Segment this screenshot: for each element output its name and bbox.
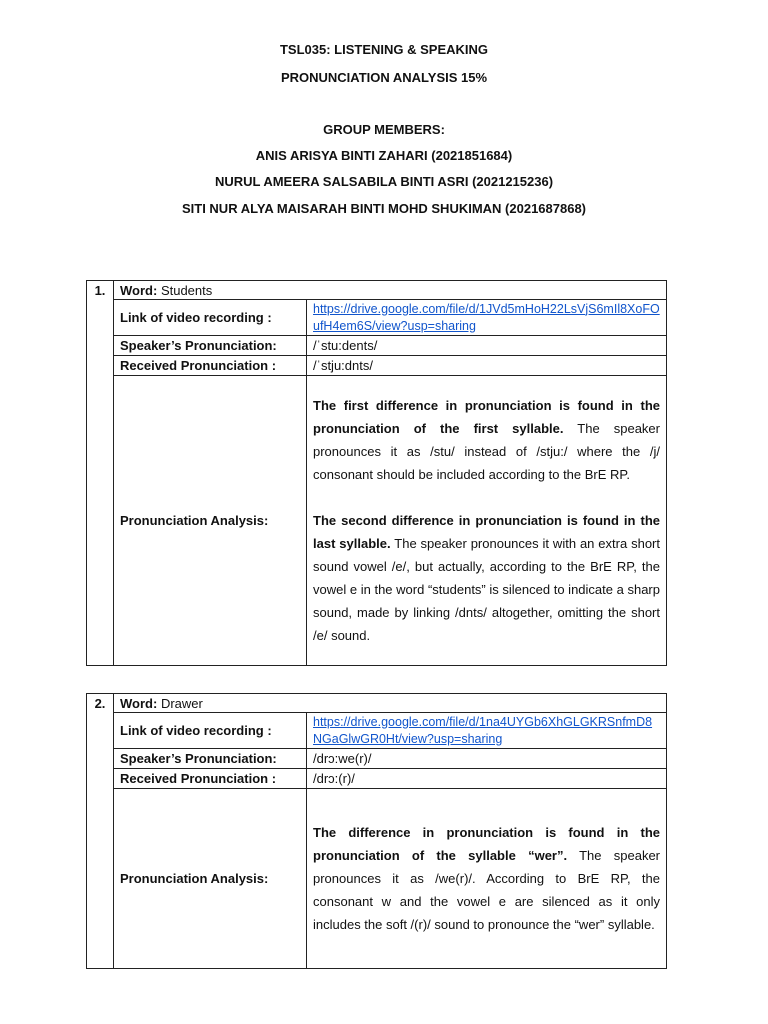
pronunciation-table-1	[86, 280, 667, 666]
analysis-paragraph	[313, 509, 660, 647]
group-members-heading: GROUP MEMBERS:	[323, 122, 445, 137]
entry-number: 2.	[87, 694, 114, 969]
link-label: Link of video recording :	[114, 713, 307, 749]
analysis-text	[307, 789, 667, 969]
analysis-highlight: The difference in pronunciation is found in the pronunciation of the syllable “wer”.	[313, 825, 660, 863]
word-row	[114, 281, 667, 300]
received-pronunciation-value: /ˈstju:dnts/	[307, 356, 667, 376]
course-title: TSL035: LISTENING & SPEAKING	[279, 42, 489, 57]
word-label: Word:	[120, 695, 158, 711]
group-member: ANIS ARISYA BINTI ZAHARI (2021851684)	[255, 148, 513, 163]
analysis-paragraph	[313, 394, 660, 486]
pronunciation-table-2	[86, 693, 667, 969]
link-label: Link of video recording :	[114, 300, 307, 336]
analysis-body: The speaker pronounces it with an extra short sound vowel /e/, but actually, according to the BrE RP, the vowel e in the word “students” is silenced to indicate a sharp sound, made by linking /dnts/ altogether, omitting the short /e/ sound.	[313, 536, 660, 643]
speaker-pronunciation-label: Speaker’s Pronunciation:	[114, 336, 307, 356]
received-pronunciation-value: /drɔ:(r)/	[307, 769, 667, 789]
word-row	[114, 694, 667, 713]
speaker-pronunciation-label: Speaker’s Pronunciation:	[114, 749, 307, 769]
assignment-title: PRONUNCIATION ANALYSIS 15%	[280, 70, 488, 85]
analysis-label: Pronunciation Analysis:	[114, 376, 307, 666]
video-recording-link[interactable]: https://drive.google.com/file/d/1JVd5mHoH22LsVjS6mIl8XoFOufH4em6S/view?usp=sharing	[313, 301, 660, 333]
analysis-body: The speaker pronounces it as /we(r)/. According to BrE RP, the consonant w and the vowel e are silenced as it only includes the soft /(r)/ sound to pronounce the “wer” syllable.	[313, 848, 661, 932]
received-pronunciation-label: Received Pronunciation :	[114, 769, 307, 789]
analysis-body: The speaker pronounces it as /stu/ instead of /stju:/ where the /j/ consonant should be included according to the BrE RP.	[313, 421, 660, 482]
group-member: SITI NUR ALYA MAISARAH BINTI MOHD SHUKIMAN (2021687868)	[181, 201, 587, 216]
speaker-pronunciation-value: /drɔ:we(r)/	[307, 749, 667, 769]
entry-number: 1.	[87, 281, 114, 666]
word-value: Drawer	[160, 695, 203, 711]
speaker-pronunciation-value: /ˈstu:dents/	[307, 336, 667, 356]
group-member: NURUL AMEERA SALSABILA BINTI ASRI (2021215236)	[214, 174, 554, 189]
received-pronunciation-label: Received Pronunciation :	[114, 356, 307, 376]
analysis-highlight: The first difference in pronunciation is found in the pronunciation of the first syllable.	[313, 398, 660, 436]
analysis-paragraph	[313, 821, 660, 936]
word-label: Word:	[120, 282, 158, 298]
word-value: Students	[160, 282, 213, 298]
analysis-highlight: The second difference in pronunciation is found in the last syllable.	[313, 513, 660, 551]
analysis-text	[307, 376, 667, 666]
analysis-label: Pronunciation Analysis:	[114, 789, 307, 969]
video-recording-link[interactable]: https://drive.google.com/file/d/1na4UYGb6XhGLGKRSnfmD8NGaGlwGR0Ht/view?usp=sharing	[313, 714, 653, 746]
